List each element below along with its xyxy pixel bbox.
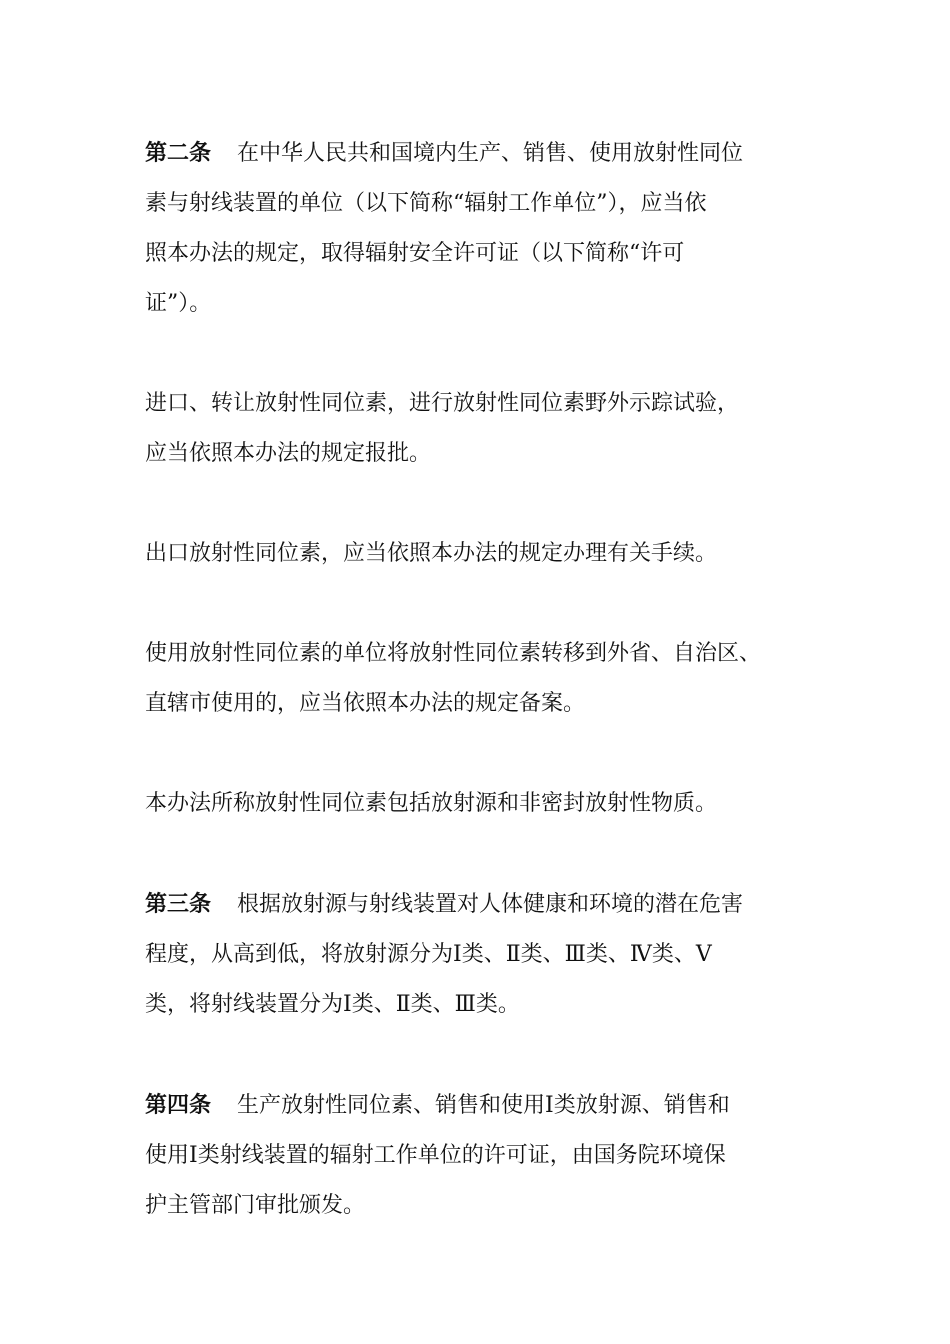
text-line: 证”）。 [145,291,212,316]
text-line: 应当依照本办法的规定报批。 [145,441,432,466]
text-line: 本办法所称放射性同位素包括放射源和非密封放射性物质。 [145,791,718,816]
text-line: 出口放射性同位素，应当依照本办法的规定办理有关手续。 [145,541,718,566]
article-3-paragraph [145,879,815,1030]
text-line: 素与射线装置的单位（以下简称“辐射工作单位”），应当依 [145,191,707,216]
text-line: 第二条 在中华人民共和国境内生产、销售、使用放射性同位 [145,140,744,166]
paragraph [145,379,815,479]
article-2-paragraph [145,128,815,329]
text-line: 直辖市使用的，应当依照本办法的规定备案。 [145,691,586,716]
text-line: 护主管部门审批颁发。 [145,1193,366,1218]
article-number: 第三条 [145,891,212,917]
text-line: 第三条 根据放射源与射线装置对人体健康和环境的潜在危害 [145,891,744,917]
article-number: 第二条 [145,140,212,166]
text-line: 进口、转让放射性同位素，进行放射性同位素野外示踪试验， [145,391,740,416]
paragraph [145,529,815,579]
paragraph [145,779,815,829]
text-line: 类，将射线装置分为Ⅰ类、Ⅱ类、Ⅲ类。 [145,992,520,1017]
article-number: 第四条 [145,1092,212,1118]
paragraph [145,629,815,729]
text-line: 使用放射性同位素的单位将放射性同位素转移到外省、自治区、 [145,641,762,666]
text-line: 第四条 生产放射性同位素、销售和使用Ⅰ类放射源、销售和 [145,1092,730,1118]
text-line: 使用Ⅰ类射线装置的辐射工作单位的许可证，由国务院环境保 [145,1143,726,1168]
document-body [145,128,815,1231]
text-line: 照本办法的规定，取得辐射安全许可证（以下简称“许可 [145,241,685,266]
text-line: 程度，从高到低，将放射源分为Ⅰ类、Ⅱ类、Ⅲ类、Ⅳ类、Ⅴ [145,942,712,967]
article-4-paragraph [145,1080,815,1231]
